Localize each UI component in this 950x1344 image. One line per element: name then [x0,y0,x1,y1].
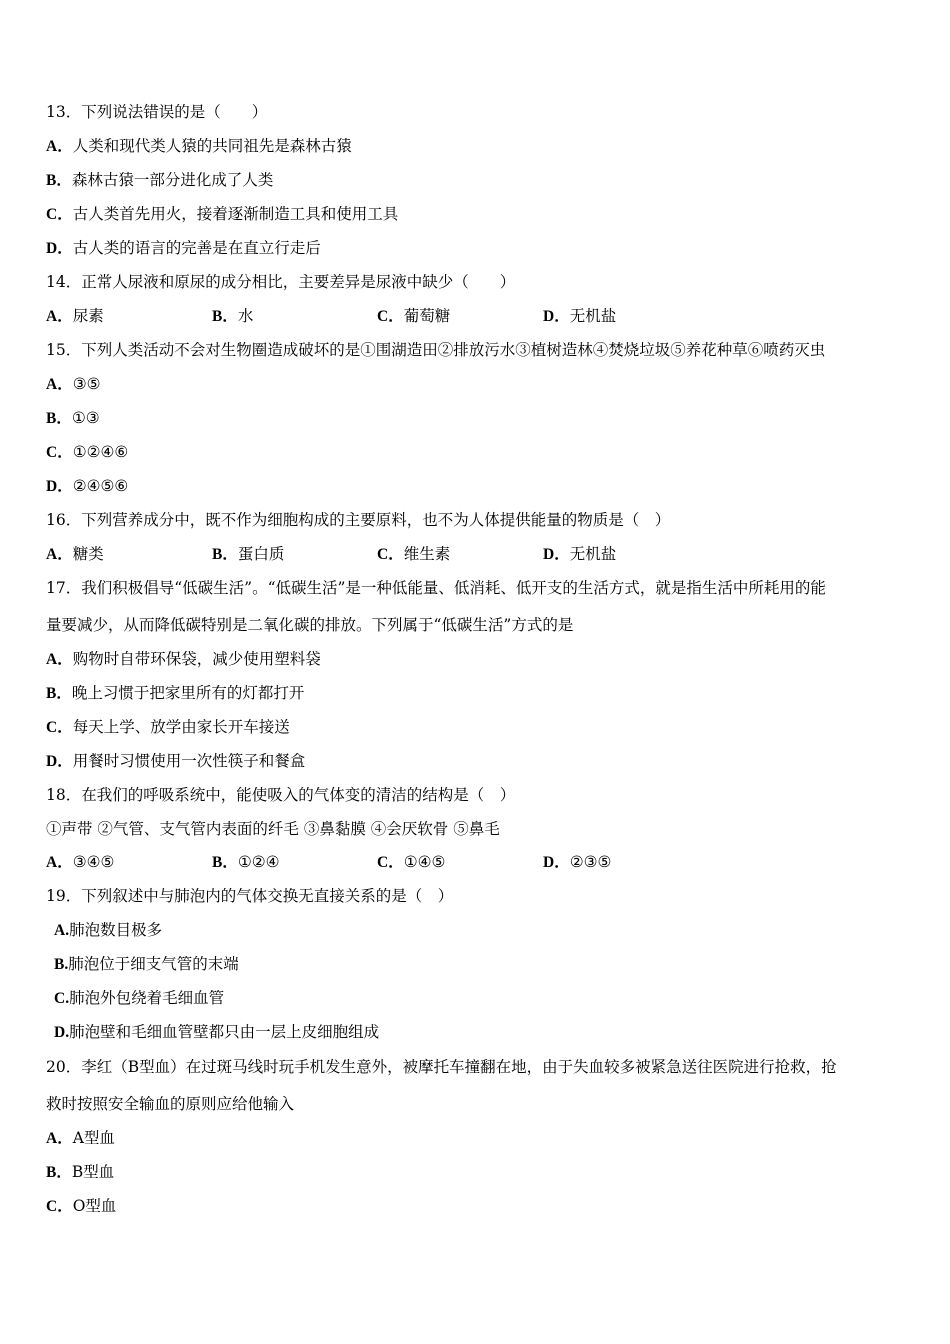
option-letter: B． [46,1164,72,1181]
option-text: ③⑤ [72,375,101,393]
question-15-option-a [46,374,101,395]
question-19-stem: 19．下列叙述中与肺泡内的气体交换无直接关系的是（ ） [46,887,454,905]
option-letter: C． [46,206,73,223]
question-18-stem: 18．在我们的呼吸系统中，能使吸入的气体变的清洁的结构是（ ） [46,786,516,804]
option-letter: D． [543,854,570,871]
option-letter: C． [46,444,73,461]
option-text: 糖类 [72,545,104,563]
question-13-option-b [46,170,273,191]
question-19-option-d [54,1022,379,1043]
question-13-option-d [46,238,321,259]
option-text: 肺泡壁和毛细血管壁都只由一层上皮细胞组成 [69,1023,380,1041]
option-text: 肺泡数目极多 [69,921,163,939]
question-14-option-d [543,306,616,327]
question-16-option-c [377,544,450,565]
question-20-stem-line-2: 救时按照安全输血的原则应给他输入 [46,1095,295,1113]
question-16-option-a [46,544,104,565]
question-14-option-c [377,306,450,327]
option-letter: D． [543,308,570,325]
option-letter: A． [46,1130,73,1147]
question-18-options [46,852,926,872]
option-letter: C． [46,719,73,736]
option-letter: A． [46,546,73,563]
option-text: 水 [237,307,254,325]
question-15-option-d [46,476,128,497]
option-letter: D． [46,753,73,770]
option-text: ②④⑤⑥ [72,477,129,495]
question-15-option-c [46,442,128,463]
option-letter: B． [46,172,72,189]
option-text: 每天上学、放学由家长开车接送 [72,718,290,736]
question-16-stem: 16．下列营养成分中，既不作为细胞构成的主要原料，也不为人体提供能量的物质是（ ） [46,511,671,529]
question-18-option-c [377,852,445,873]
option-letter: D． [46,240,73,257]
question-20-option-b [46,1162,114,1183]
option-text: 购物时自带环保袋，减少使用塑料袋 [72,650,321,668]
question-13-option-a [46,136,352,157]
option-text: 人类和现代类人猿的共同祖先是森林古猿 [72,137,352,155]
question-13-option-c [46,204,398,225]
question-18-option-a [46,852,114,873]
question-15-stem: 15．下列人类活动不会对生物圈造成破坏的是①围湖造田②排放污水③植树造林④焚烧垃圾⑤养花种草⑥喷药灭虫 [46,341,826,359]
option-letter: D． [46,478,73,495]
option-letter: B． [46,685,72,702]
option-letter: B． [212,308,238,325]
question-14-stem: 14．正常人尿液和原尿的成分相比，主要差异是尿液中缺少（ ） [46,273,516,291]
question-14-option-a [46,306,104,327]
option-text: 葡萄糖 [403,307,451,325]
option-letter: C. [54,990,70,1007]
option-text: ②③⑤ [569,853,612,871]
question-15-option-b [46,408,100,429]
question-19-option-b [54,954,239,975]
option-text: 蛋白质 [237,545,285,563]
question-16-option-d [543,544,616,565]
question-20-option-a [46,1128,115,1149]
option-letter: C． [377,546,404,563]
question-19-option-c [54,988,224,1009]
option-letter: A． [46,308,73,325]
question-18-items: ①声带 ②气管、支气管内表面的纤毛 ③鼻黏膜 ④会厌软骨 ⑤鼻毛 [46,820,500,838]
option-letter: A. [54,922,70,939]
option-text: 古人类的语言的完善是在直立行走后 [72,239,321,257]
question-16-option-b [212,544,284,565]
question-17-option-a [46,649,321,670]
option-text: 古人类首先用火，接着逐渐制造工具和使用工具 [72,205,399,223]
option-text: ①②④⑥ [72,443,129,461]
option-letter: B． [212,854,238,871]
option-letter: A． [46,138,73,155]
option-text: 森林古猿一部分进化成了人类 [71,171,274,189]
option-letter: D． [543,546,570,563]
question-16-options [46,544,926,564]
question-18-option-d [543,852,611,873]
option-text: 无机盐 [569,307,617,325]
question-19-option-a [54,920,162,941]
option-text: ①②④ [237,853,280,871]
option-letter: A． [46,651,73,668]
question-17-stem-line-1: 17．我们积极倡导“低碳生活”。“低碳生活”是一种低能量、低消耗、低开支的生活方式，就是指生活中所耗用的能 [46,579,826,597]
question-14-options [46,306,926,326]
option-text: 用餐时习惯使用一次性筷子和餐盒 [72,752,306,770]
option-text: 肺泡位于细支气管的末端 [68,955,239,973]
option-text: O型血 [72,1197,117,1215]
option-text: ①④⑤ [403,853,446,871]
option-text: 尿素 [72,307,104,325]
question-17-stem-line-2: 量要减少，从而降低碳特别是二氧化碳的排放。下列属于“低碳生活”方式的是 [46,616,574,634]
question-17-option-d [46,751,305,772]
option-letter: D. [54,1024,70,1041]
option-text: 肺泡外包绕着毛细血管 [69,989,225,1007]
option-text: A型血 [72,1129,115,1147]
option-letter: A． [46,854,73,871]
question-20-option-c [46,1196,116,1217]
question-20-stem-line-1: 20．李红（B型血）在过斑马线时玩手机发生意外，被摩托车撞翻在地，由于失血较多被紧急送往医院进行抢救，抢 [46,1058,837,1076]
question-13-stem: 13．下列说法错误的是（ ） [46,103,268,121]
option-letter: B． [46,410,72,427]
question-18-option-b [212,852,280,873]
option-letter: A． [46,376,73,393]
question-17-option-c [46,717,290,738]
option-text: ①③ [71,409,100,427]
option-text: 晚上习惯于把家里所有的灯都打开 [71,684,305,702]
question-14-option-b [212,306,253,327]
option-text: ③④⑤ [72,853,115,871]
option-text: 维生素 [403,545,451,563]
option-letter: B. [54,956,69,973]
option-letter: C． [46,1198,73,1215]
option-text: B型血 [71,1163,115,1181]
option-letter: C． [377,308,404,325]
option-letter: C． [377,854,404,871]
option-text: 无机盐 [569,545,617,563]
option-letter: B． [212,546,238,563]
question-17-option-b [46,683,304,704]
